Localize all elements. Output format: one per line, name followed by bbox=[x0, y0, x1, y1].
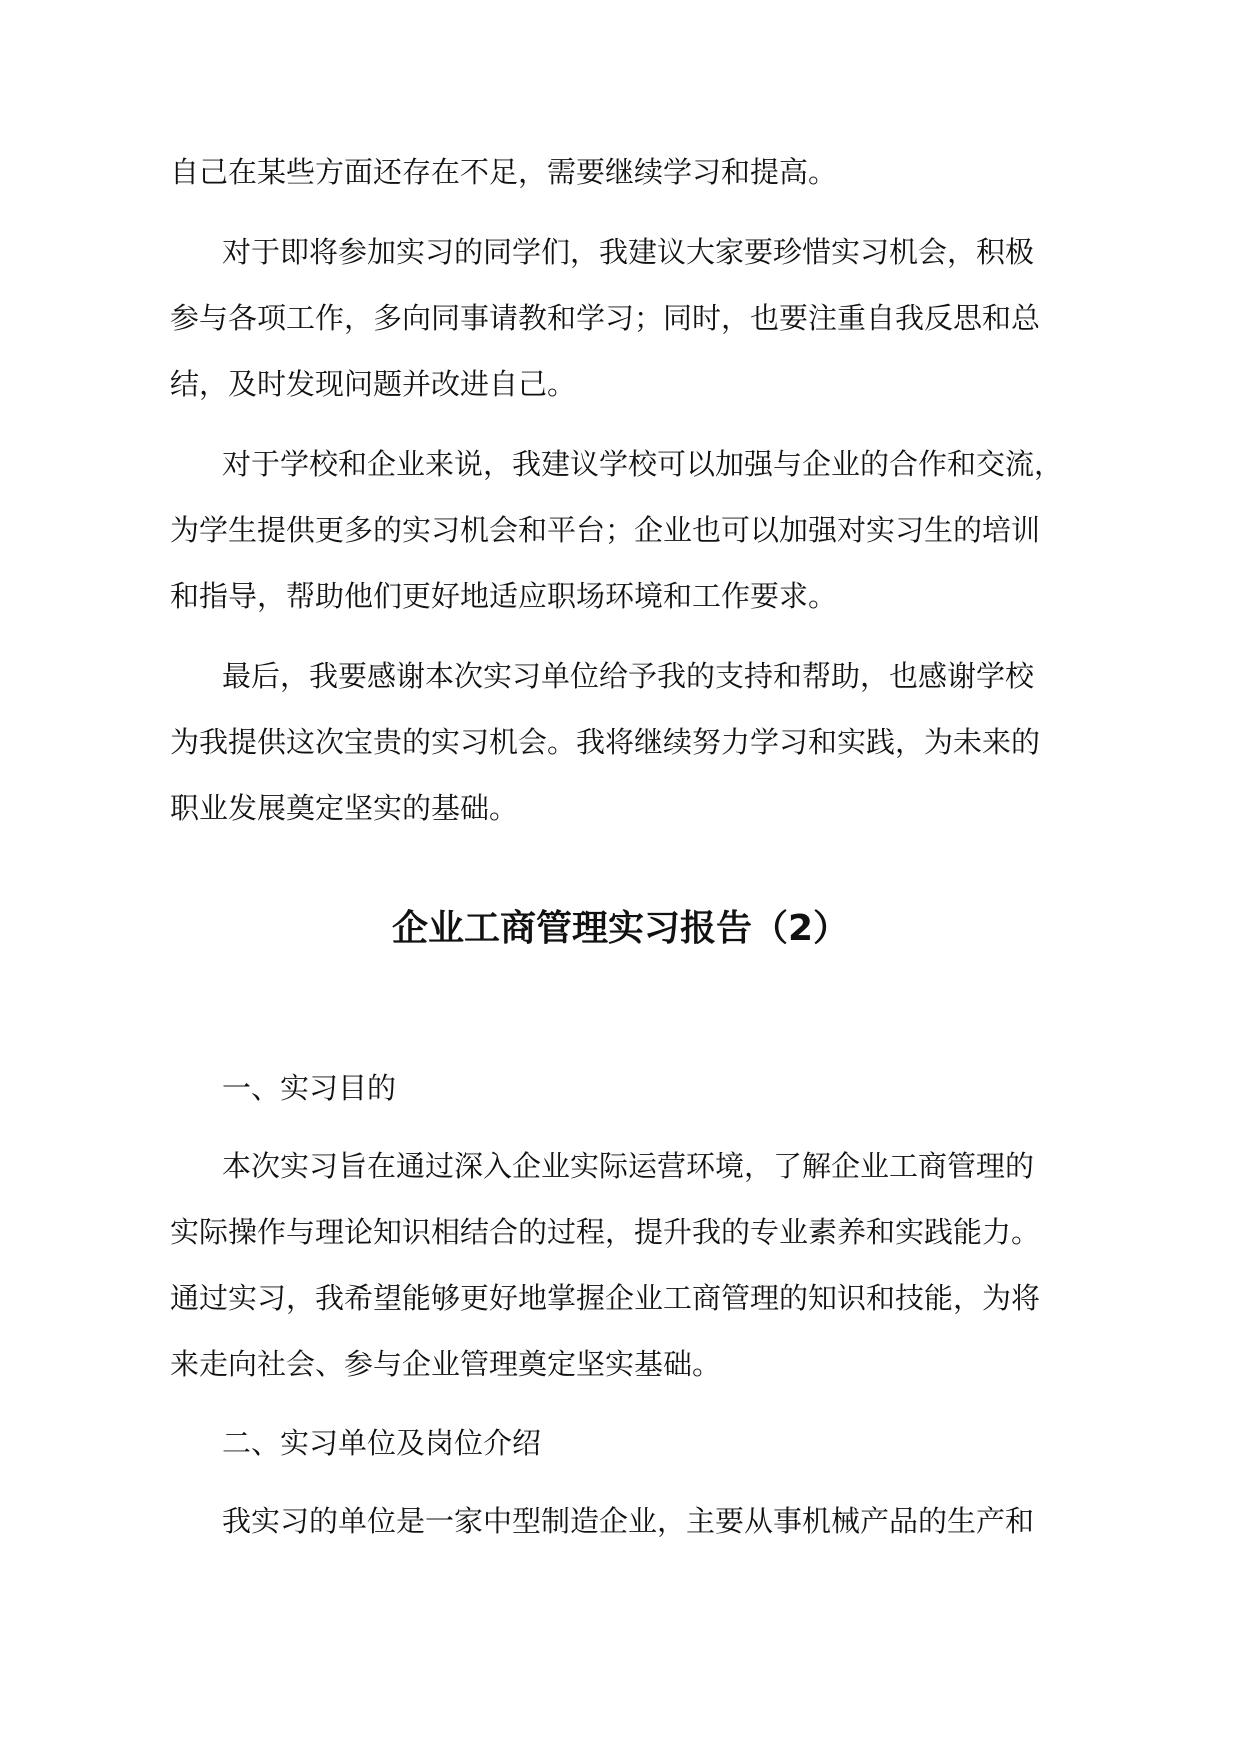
text-line: 和指导，帮助他们更好地适应职场环境和工作要求。 bbox=[170, 579, 838, 613]
text-line: 实际操作与理论知识相结合的过程，提升我的专业素养和实践能力。 bbox=[170, 1215, 1041, 1249]
section-heading: 一、实习目的 bbox=[222, 1071, 397, 1105]
section-heading: 二、实习单位及岗位介绍 bbox=[222, 1426, 542, 1460]
text-line: 本次实习旨在通过深入企业实际运营环境，了解企业工商管理的 bbox=[222, 1149, 1035, 1183]
text-line: 自己在某些方面还存在不足，需要继续学习和提高。 bbox=[170, 155, 838, 189]
text-line: 结，及时发现问题并改进自己。 bbox=[170, 367, 577, 401]
text-line: 我实习的单位是一家中型制造企业，主要从事机械产品的生产和 bbox=[222, 1504, 1035, 1538]
text-line: 最后，我要感谢本次实习单位给予我的支持和帮助，也感谢学校 bbox=[222, 659, 1035, 693]
text-line: 参与各项工作，多向同事请教和学习；同时，也要注重自我反思和总 bbox=[170, 301, 1041, 335]
text-line: 为我提供这次宝贵的实习机会。我将继续努力学习和实践，为未来的 bbox=[170, 725, 1041, 759]
text-line: 对于学校和企业来说，我建议学校可以加强与企业的合作和交流， bbox=[222, 447, 1064, 481]
text-line: 职业发展奠定坚实的基础。 bbox=[170, 791, 519, 825]
text-line: 通过实习，我希望能够更好地掌握企业工商管理的知识和技能，为将 bbox=[170, 1281, 1041, 1315]
text-line: 来走向社会、参与企业管理奠定坚实基础。 bbox=[170, 1347, 722, 1381]
section-title: 企业工商管理实习报告（2） bbox=[391, 908, 850, 949]
text-line: 为学生提供更多的实习机会和平台；企业也可以加强对实习生的培训 bbox=[170, 513, 1041, 547]
text-line: 对于即将参加实习的同学们，我建议大家要珍惜实习机会，积极 bbox=[222, 235, 1035, 269]
